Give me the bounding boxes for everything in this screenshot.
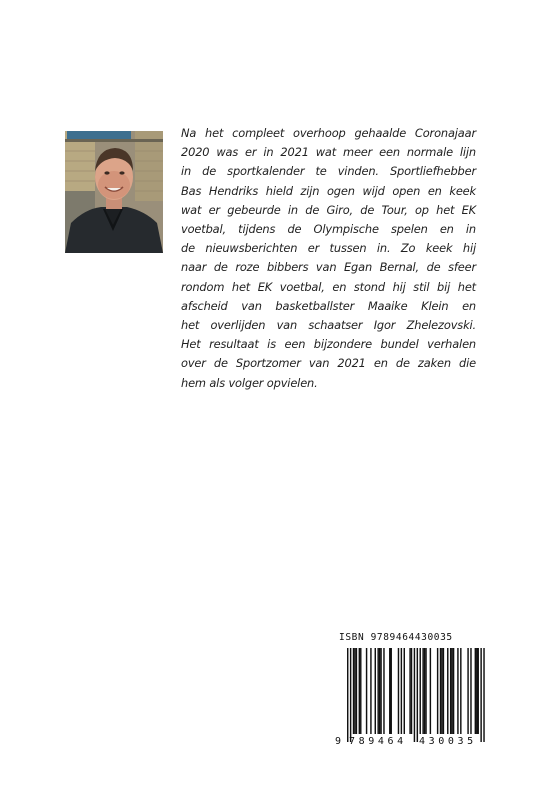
barcode-bar: [441, 648, 442, 734]
barcode-bar: [457, 648, 458, 734]
barcode-bar: [476, 648, 477, 734]
barcode-first-digit: 9: [335, 736, 342, 747]
blurb-line: afscheid van basketballster Maaike Klein en: [181, 298, 476, 313]
isbn-label: ISBN 9789464430035: [339, 632, 453, 643]
barcode-bar: [443, 648, 444, 734]
portrait-photo-icon: [65, 131, 163, 253]
blurb-line: hem als volger opvielen.: [181, 375, 318, 390]
barcode-bar: [360, 648, 361, 734]
barcode-bar: [420, 648, 421, 734]
barcode-bar: [422, 648, 423, 734]
barcode-bars: [335, 648, 493, 744]
barcode-bar: [389, 648, 390, 734]
barcode-bar: [366, 648, 367, 734]
barcode-digits: [335, 736, 493, 750]
blurb-line: de nieuwsberichten er tussen in. Zo keek hij: [181, 241, 476, 256]
barcode-right-group: 430035: [419, 736, 477, 747]
blurb-line: over de Sportzomer van 2021 en de zaken die: [181, 356, 476, 371]
barcode-bar: [440, 648, 441, 734]
blurb-line: wat er gebeurde in de Giro, de Tour, op het EK: [181, 202, 476, 217]
barcode-bar: [453, 648, 454, 734]
barcode-bar: [417, 648, 418, 742]
barcode-bar: [447, 648, 448, 734]
barcode-bar: [379, 648, 380, 734]
barcode-bar: [451, 648, 452, 734]
barcode-bar: [424, 648, 425, 734]
barcode-bar: [370, 648, 371, 734]
blurb-line: Bas Hendriks hield zijn ogen wijd open en keek: [181, 183, 476, 198]
blurb-line: voetbal, tijdens de Olympische spelen en in: [181, 222, 476, 237]
barcode-bar: [475, 648, 476, 734]
blurb-line: Het resultaat is een bijzondere bundel verhalen: [181, 337, 476, 352]
barcode-bar: [414, 648, 415, 742]
author-photo: [65, 131, 163, 253]
barcode-bar: [437, 648, 438, 734]
isbn-barcode: [335, 632, 493, 752]
barcode-bar: [460, 648, 461, 734]
barcode-bar: [425, 648, 426, 734]
barcode-bar: [380, 648, 381, 734]
barcode-bar: [391, 648, 392, 734]
blurb-line: rondom het EK voetbal, en stond hij stil bij het: [181, 279, 476, 294]
blurb-line: Na het compleet overhoop gehaalde Coronajaar: [181, 126, 476, 140]
barcode-bar: [377, 648, 378, 734]
barcode-bar: [347, 648, 348, 742]
barcode-bar: [483, 648, 484, 742]
barcode-bar: [359, 648, 360, 734]
barcode-bar: [398, 648, 399, 734]
barcode-bar: [467, 648, 468, 734]
barcode-bar: [353, 648, 354, 734]
blurb-line: 2020 was er in 2021 wat meer een normale lijn: [181, 145, 476, 160]
back-cover-blurb: [181, 124, 476, 393]
barcode-bar: [404, 648, 405, 734]
barcode-bar: [450, 648, 451, 734]
barcode-bar: [356, 648, 357, 734]
barcode-bar: [480, 648, 481, 742]
blurb-line: in de sportkalender te vinden. Sportliefhebber: [181, 164, 476, 179]
barcode-left-group: 789464: [349, 736, 407, 747]
barcode-bar: [470, 648, 471, 734]
barcode-bar: [383, 648, 384, 734]
blurb-line: naar de roze bibbers van Egan Bernal, de sfeer: [181, 260, 476, 275]
blurb-line: het overlijden van schaatser Igor Zhelezovski.: [181, 318, 476, 333]
barcode-bar: [478, 648, 479, 734]
barcode-bar: [409, 648, 410, 734]
barcode-bar: [411, 648, 412, 734]
barcode-bar: [354, 648, 355, 734]
barcode-bar: [375, 648, 376, 734]
barcode-bar: [401, 648, 402, 734]
barcode-bar: [430, 648, 431, 734]
barcode-bar: [350, 648, 351, 742]
